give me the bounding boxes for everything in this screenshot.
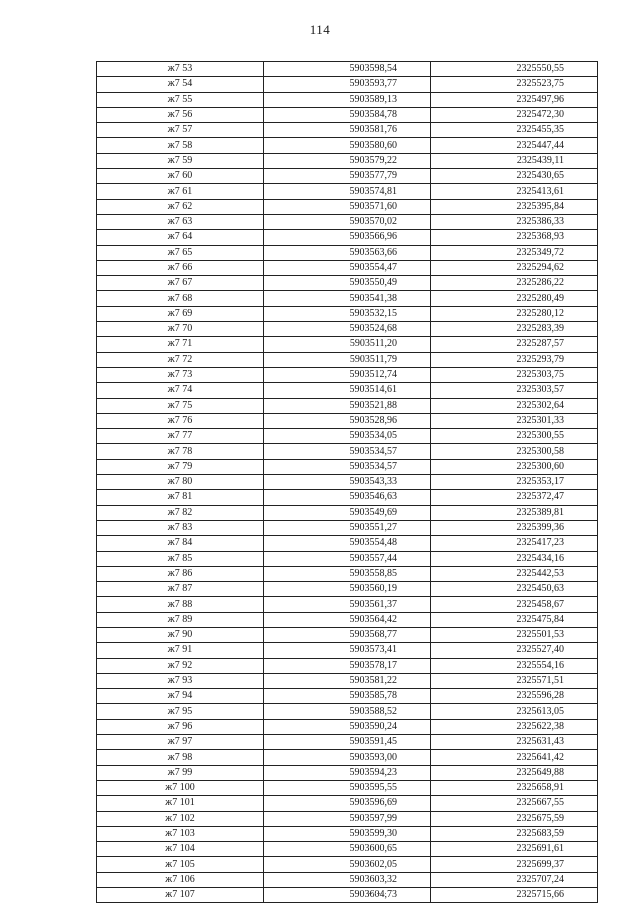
table-row bbox=[97, 291, 598, 306]
x-coordinate: 5903554,48 bbox=[264, 536, 431, 551]
point-label: ж7 54 bbox=[97, 77, 264, 92]
table-row bbox=[97, 811, 598, 826]
y-coordinate: 2325417,23 bbox=[431, 536, 598, 551]
point-label: ж7 92 bbox=[97, 658, 264, 673]
point-label: ж7 77 bbox=[97, 429, 264, 444]
x-coordinate: 5903603,32 bbox=[264, 872, 431, 887]
point-label: ж7 58 bbox=[97, 138, 264, 153]
point-label: ж7 97 bbox=[97, 735, 264, 750]
point-label: ж7 65 bbox=[97, 245, 264, 260]
point-label: ж7 67 bbox=[97, 276, 264, 291]
table-row bbox=[97, 627, 598, 642]
point-label: ж7 98 bbox=[97, 750, 264, 765]
point-label: ж7 82 bbox=[97, 505, 264, 520]
x-coordinate: 5903579,22 bbox=[264, 153, 431, 168]
point-label: ж7 66 bbox=[97, 260, 264, 275]
y-coordinate: 2325450,63 bbox=[431, 582, 598, 597]
point-label: ж7 70 bbox=[97, 322, 264, 337]
table-row bbox=[97, 765, 598, 780]
table-row bbox=[97, 857, 598, 872]
table-row bbox=[97, 352, 598, 367]
y-coordinate: 2325571,51 bbox=[431, 673, 598, 688]
y-coordinate: 2325300,55 bbox=[431, 429, 598, 444]
x-coordinate: 5903549,69 bbox=[264, 505, 431, 520]
coordinates-table-body bbox=[97, 62, 598, 903]
coordinates-table bbox=[96, 61, 598, 903]
table-row bbox=[97, 780, 598, 795]
table-row bbox=[97, 689, 598, 704]
table-row bbox=[97, 245, 598, 260]
x-coordinate: 5903581,76 bbox=[264, 123, 431, 138]
point-label: ж7 100 bbox=[97, 780, 264, 795]
y-coordinate: 2325641,42 bbox=[431, 750, 598, 765]
point-label: ж7 81 bbox=[97, 490, 264, 505]
y-coordinate: 2325430,65 bbox=[431, 169, 598, 184]
point-label: ж7 56 bbox=[97, 107, 264, 122]
x-coordinate: 5903551,27 bbox=[264, 520, 431, 535]
x-coordinate: 5903563,66 bbox=[264, 245, 431, 260]
table-row bbox=[97, 582, 598, 597]
y-coordinate: 2325395,84 bbox=[431, 199, 598, 214]
point-label: ж7 103 bbox=[97, 826, 264, 841]
point-label: ж7 91 bbox=[97, 643, 264, 658]
x-coordinate: 5903581,22 bbox=[264, 673, 431, 688]
x-coordinate: 5903597,99 bbox=[264, 811, 431, 826]
point-label: ж7 59 bbox=[97, 153, 264, 168]
table-row bbox=[97, 413, 598, 428]
y-coordinate: 2325303,57 bbox=[431, 383, 598, 398]
table-row bbox=[97, 260, 598, 275]
x-coordinate: 5903546,63 bbox=[264, 490, 431, 505]
x-coordinate: 5903571,60 bbox=[264, 199, 431, 214]
x-coordinate: 5903598,54 bbox=[264, 62, 431, 77]
y-coordinate: 2325683,59 bbox=[431, 826, 598, 841]
point-label: ж7 78 bbox=[97, 444, 264, 459]
y-coordinate: 2325283,39 bbox=[431, 322, 598, 337]
table-row bbox=[97, 704, 598, 719]
y-coordinate: 2325455,35 bbox=[431, 123, 598, 138]
y-coordinate: 2325501,53 bbox=[431, 627, 598, 642]
point-label: ж7 61 bbox=[97, 184, 264, 199]
x-coordinate: 5903528,96 bbox=[264, 413, 431, 428]
point-label: ж7 99 bbox=[97, 765, 264, 780]
point-label: ж7 85 bbox=[97, 551, 264, 566]
point-label: ж7 104 bbox=[97, 842, 264, 857]
point-label: ж7 60 bbox=[97, 169, 264, 184]
y-coordinate: 2325442,53 bbox=[431, 566, 598, 581]
x-coordinate: 5903524,68 bbox=[264, 322, 431, 337]
x-coordinate: 5903584,78 bbox=[264, 107, 431, 122]
x-coordinate: 5903511,20 bbox=[264, 337, 431, 352]
x-coordinate: 5903595,55 bbox=[264, 780, 431, 795]
y-coordinate: 2325300,58 bbox=[431, 444, 598, 459]
x-coordinate: 5903593,00 bbox=[264, 750, 431, 765]
point-label: ж7 63 bbox=[97, 214, 264, 229]
y-coordinate: 2325667,55 bbox=[431, 796, 598, 811]
x-coordinate: 5903521,88 bbox=[264, 398, 431, 413]
y-coordinate: 2325675,59 bbox=[431, 811, 598, 826]
y-coordinate: 2325413,61 bbox=[431, 184, 598, 199]
x-coordinate: 5903590,24 bbox=[264, 719, 431, 734]
table-row bbox=[97, 566, 598, 581]
table-row bbox=[97, 138, 598, 153]
point-label: ж7 71 bbox=[97, 337, 264, 352]
x-coordinate: 5903532,15 bbox=[264, 306, 431, 321]
table-row bbox=[97, 597, 598, 612]
x-coordinate: 5903574,81 bbox=[264, 184, 431, 199]
x-coordinate: 5903550,49 bbox=[264, 276, 431, 291]
point-label: ж7 53 bbox=[97, 62, 264, 77]
y-coordinate: 2325389,81 bbox=[431, 505, 598, 520]
point-label: ж7 64 bbox=[97, 230, 264, 245]
table-row bbox=[97, 123, 598, 138]
table-row bbox=[97, 383, 598, 398]
page-number: 114 bbox=[309, 22, 331, 37]
table-row bbox=[97, 505, 598, 520]
y-coordinate: 2325399,36 bbox=[431, 520, 598, 535]
table-row bbox=[97, 62, 598, 77]
y-coordinate: 2325707,24 bbox=[431, 872, 598, 887]
table-row bbox=[97, 429, 598, 444]
table-row bbox=[97, 520, 598, 535]
x-coordinate: 5903566,96 bbox=[264, 230, 431, 245]
x-coordinate: 5903558,85 bbox=[264, 566, 431, 581]
point-label: ж7 88 bbox=[97, 597, 264, 612]
point-label: ж7 96 bbox=[97, 719, 264, 734]
point-label: ж7 105 bbox=[97, 857, 264, 872]
point-label: ж7 72 bbox=[97, 352, 264, 367]
y-coordinate: 2325447,44 bbox=[431, 138, 598, 153]
x-coordinate: 5903588,52 bbox=[264, 704, 431, 719]
point-label: ж7 74 bbox=[97, 383, 264, 398]
y-coordinate: 2325293,79 bbox=[431, 352, 598, 367]
point-label: ж7 68 bbox=[97, 291, 264, 306]
point-label: ж7 76 bbox=[97, 413, 264, 428]
point-label: ж7 80 bbox=[97, 475, 264, 490]
point-label: ж7 86 bbox=[97, 566, 264, 581]
y-coordinate: 2325349,72 bbox=[431, 245, 598, 260]
x-coordinate: 5903534,05 bbox=[264, 429, 431, 444]
table-row bbox=[97, 184, 598, 199]
x-coordinate: 5903596,69 bbox=[264, 796, 431, 811]
y-coordinate: 2325280,12 bbox=[431, 306, 598, 321]
table-row bbox=[97, 367, 598, 382]
y-coordinate: 2325613,05 bbox=[431, 704, 598, 719]
table-row bbox=[97, 673, 598, 688]
y-coordinate: 2325386,33 bbox=[431, 214, 598, 229]
y-coordinate: 2325596,28 bbox=[431, 689, 598, 704]
x-coordinate: 5903534,57 bbox=[264, 444, 431, 459]
x-coordinate: 5903593,77 bbox=[264, 77, 431, 92]
y-coordinate: 2325497,96 bbox=[431, 92, 598, 107]
x-coordinate: 5903512,74 bbox=[264, 367, 431, 382]
point-label: ж7 69 bbox=[97, 306, 264, 321]
y-coordinate: 2325472,30 bbox=[431, 107, 598, 122]
x-coordinate: 5903577,79 bbox=[264, 169, 431, 184]
y-coordinate: 2325523,75 bbox=[431, 77, 598, 92]
table-row bbox=[97, 612, 598, 627]
y-coordinate: 2325353,17 bbox=[431, 475, 598, 490]
table-row bbox=[97, 735, 598, 750]
table-row bbox=[97, 276, 598, 291]
table-row bbox=[97, 796, 598, 811]
table-row bbox=[97, 398, 598, 413]
point-label: ж7 101 bbox=[97, 796, 264, 811]
x-coordinate: 5903585,78 bbox=[264, 689, 431, 704]
point-label: ж7 90 bbox=[97, 627, 264, 642]
point-label: ж7 57 bbox=[97, 123, 264, 138]
table-row bbox=[97, 306, 598, 321]
table-row bbox=[97, 826, 598, 841]
table-row bbox=[97, 750, 598, 765]
y-coordinate: 2325301,33 bbox=[431, 413, 598, 428]
point-label: ж7 55 bbox=[97, 92, 264, 107]
y-coordinate: 2325368,93 bbox=[431, 230, 598, 245]
point-label: ж7 79 bbox=[97, 459, 264, 474]
table-row bbox=[97, 92, 598, 107]
table-row bbox=[97, 643, 598, 658]
table-row bbox=[97, 107, 598, 122]
y-coordinate: 2325649,88 bbox=[431, 765, 598, 780]
point-label: ж7 95 bbox=[97, 704, 264, 719]
table-row bbox=[97, 230, 598, 245]
table-row bbox=[97, 551, 598, 566]
x-coordinate: 5903568,77 bbox=[264, 627, 431, 642]
y-coordinate: 2325554,16 bbox=[431, 658, 598, 673]
y-coordinate: 2325527,40 bbox=[431, 643, 598, 658]
y-coordinate: 2325287,57 bbox=[431, 337, 598, 352]
y-coordinate: 2325691,61 bbox=[431, 842, 598, 857]
y-coordinate: 2325550,55 bbox=[431, 62, 598, 77]
x-coordinate: 5903511,79 bbox=[264, 352, 431, 367]
y-coordinate: 2325458,67 bbox=[431, 597, 598, 612]
table-row bbox=[97, 842, 598, 857]
x-coordinate: 5903560,19 bbox=[264, 582, 431, 597]
x-coordinate: 5903514,61 bbox=[264, 383, 431, 398]
x-coordinate: 5903591,45 bbox=[264, 735, 431, 750]
table-row bbox=[97, 337, 598, 352]
x-coordinate: 5903600,65 bbox=[264, 842, 431, 857]
x-coordinate: 5903541,38 bbox=[264, 291, 431, 306]
x-coordinate: 5903554,47 bbox=[264, 260, 431, 275]
x-coordinate: 5903604,73 bbox=[264, 888, 431, 903]
x-coordinate: 5903602,05 bbox=[264, 857, 431, 872]
y-coordinate: 2325699,37 bbox=[431, 857, 598, 872]
x-coordinate: 5903561,37 bbox=[264, 597, 431, 612]
x-coordinate: 5903589,13 bbox=[264, 92, 431, 107]
y-coordinate: 2325300,60 bbox=[431, 459, 598, 474]
table-row bbox=[97, 322, 598, 337]
x-coordinate: 5903594,23 bbox=[264, 765, 431, 780]
point-label: ж7 87 bbox=[97, 582, 264, 597]
point-label: ж7 93 bbox=[97, 673, 264, 688]
x-coordinate: 5903543,33 bbox=[264, 475, 431, 490]
y-coordinate: 2325280,49 bbox=[431, 291, 598, 306]
y-coordinate: 2325715,66 bbox=[431, 888, 598, 903]
point-label: ж7 106 bbox=[97, 872, 264, 887]
y-coordinate: 2325286,22 bbox=[431, 276, 598, 291]
point-label: ж7 62 bbox=[97, 199, 264, 214]
y-coordinate: 2325303,75 bbox=[431, 367, 598, 382]
point-label: ж7 75 bbox=[97, 398, 264, 413]
y-coordinate: 2325302,64 bbox=[431, 398, 598, 413]
footer-mark bbox=[368, 893, 386, 894]
point-label: ж7 94 bbox=[97, 689, 264, 704]
y-coordinate: 2325658,91 bbox=[431, 780, 598, 795]
table-row bbox=[97, 888, 598, 903]
table-row bbox=[97, 459, 598, 474]
point-label: ж7 102 bbox=[97, 811, 264, 826]
y-coordinate: 2325622,38 bbox=[431, 719, 598, 734]
point-label: ж7 73 bbox=[97, 367, 264, 382]
x-coordinate: 5903599,30 bbox=[264, 826, 431, 841]
table-row bbox=[97, 214, 598, 229]
x-coordinate: 5903580,60 bbox=[264, 138, 431, 153]
x-coordinate: 5903573,41 bbox=[264, 643, 431, 658]
table-row bbox=[97, 444, 598, 459]
y-coordinate: 2325372,47 bbox=[431, 490, 598, 505]
x-coordinate: 5903534,57 bbox=[264, 459, 431, 474]
table-row bbox=[97, 77, 598, 92]
table-row bbox=[97, 475, 598, 490]
table-row bbox=[97, 658, 598, 673]
table-row bbox=[97, 490, 598, 505]
x-coordinate: 5903564,42 bbox=[264, 612, 431, 627]
y-coordinate: 2325475,84 bbox=[431, 612, 598, 627]
point-label: ж7 84 bbox=[97, 536, 264, 551]
x-coordinate: 5903570,02 bbox=[264, 214, 431, 229]
y-coordinate: 2325439,11 bbox=[431, 153, 598, 168]
y-coordinate: 2325434,16 bbox=[431, 551, 598, 566]
y-coordinate: 2325631,43 bbox=[431, 735, 598, 750]
table-row bbox=[97, 169, 598, 184]
table-row bbox=[97, 872, 598, 887]
table-row bbox=[97, 536, 598, 551]
table-row bbox=[97, 153, 598, 168]
table-row bbox=[97, 199, 598, 214]
point-label: ж7 83 bbox=[97, 520, 264, 535]
point-label: ж7 89 bbox=[97, 612, 264, 627]
y-coordinate: 2325294,62 bbox=[431, 260, 598, 275]
x-coordinate: 5903557,44 bbox=[264, 551, 431, 566]
point-label: ж7 107 bbox=[97, 888, 264, 903]
x-coordinate: 5903578,17 bbox=[264, 658, 431, 673]
table-row bbox=[97, 719, 598, 734]
